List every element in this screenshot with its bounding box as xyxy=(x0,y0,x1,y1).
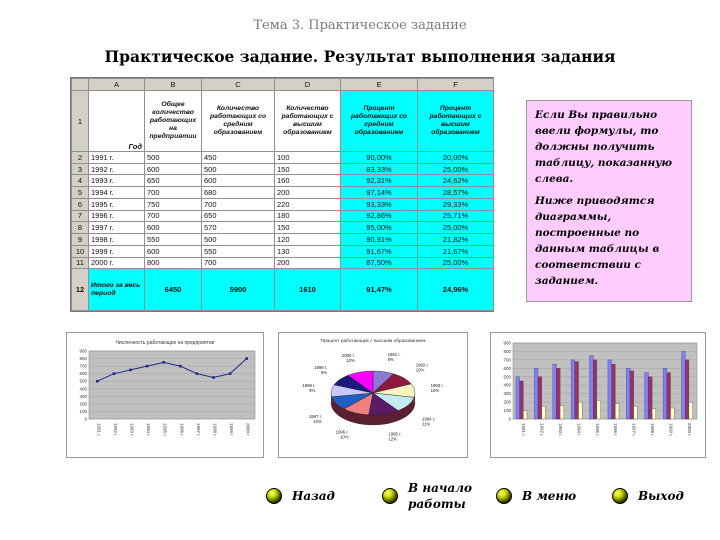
pct-higher-cell: 25,71% xyxy=(418,210,494,222)
bar xyxy=(516,377,520,419)
total-cell: 600 xyxy=(145,222,202,234)
x-tick-label: 1995 г. xyxy=(594,423,600,437)
slice-percent-label: 8% xyxy=(387,357,394,363)
bullet-icon xyxy=(612,488,628,504)
note-paragraph-2: Ниже приводятся диаграммы, построенные по данным таблицы в соответствии с заданием. xyxy=(535,195,660,287)
y-tick-label: 200 xyxy=(503,399,511,405)
bullet-icon xyxy=(382,488,398,504)
pct-secondary-cell: 93,33% xyxy=(341,198,418,210)
pct-higher-cell: 21,82% xyxy=(418,234,494,246)
year-cell: 2000 г. xyxy=(89,257,145,269)
secondary-cell: 550 xyxy=(202,245,275,257)
x-tick-label: 1991 г. xyxy=(96,423,102,437)
bullet-icon xyxy=(496,488,512,504)
bar xyxy=(634,406,638,419)
total-cell: 600 xyxy=(145,163,202,175)
x-tick-label: 1997 г. xyxy=(631,423,637,437)
row-number: 4 xyxy=(72,175,89,187)
higher-cell: 120 xyxy=(275,234,341,246)
bar xyxy=(542,406,546,419)
y-tick-label: 800 xyxy=(503,348,511,354)
pct-higher-cell: 28,57% xyxy=(418,187,494,199)
x-tick-label: 1993 г. xyxy=(129,423,135,437)
y-tick-label: 600 xyxy=(503,365,511,371)
data-point xyxy=(129,369,132,372)
row-number: 12 xyxy=(72,269,89,311)
total-cell: 5900 xyxy=(202,269,275,311)
higher-cell: 100 xyxy=(275,151,341,163)
col-letter: B xyxy=(145,79,202,91)
total-cell: 1610 xyxy=(275,269,341,311)
corner-cell xyxy=(72,79,89,91)
bar xyxy=(520,381,524,419)
higher-cell: 150 xyxy=(275,163,341,175)
y-tick-label: 500 xyxy=(79,378,87,384)
slice-category-label: 1999 г. xyxy=(314,364,328,370)
row-number: 7 xyxy=(72,210,89,222)
pct-secondary-cell: 95,00% xyxy=(341,222,418,234)
menu-button[interactable] xyxy=(496,488,576,504)
y-tick-label: 100 xyxy=(79,408,87,414)
x-tick-label: 1991 г. xyxy=(521,423,527,437)
total-cell: 800 xyxy=(145,257,202,269)
pie-chart xyxy=(278,332,468,458)
x-tick-label: 1998 г. xyxy=(212,423,218,437)
pct-secondary-cell: 97,14% xyxy=(341,187,418,199)
x-tick-label: 2000 г. xyxy=(245,423,251,437)
data-point xyxy=(245,357,248,360)
y-tick-label: 900 xyxy=(503,340,511,346)
total-label: Итого за весь период xyxy=(89,269,145,311)
pct-higher-cell: 25,00% xyxy=(418,257,494,269)
y-tick-label: 400 xyxy=(503,382,511,388)
pct-secondary-cell: 87,50% xyxy=(341,257,418,269)
higher-cell: 220 xyxy=(275,198,341,210)
secondary-cell: 680 xyxy=(202,187,275,199)
plot-area xyxy=(89,351,255,419)
slice-category-label: 1997 г. xyxy=(308,413,322,419)
secondary-cell: 700 xyxy=(202,257,275,269)
year-cell: 1993 г. xyxy=(89,175,145,187)
secondary-cell: 600 xyxy=(202,175,275,187)
bar xyxy=(579,402,583,419)
row-number: 3 xyxy=(72,163,89,175)
row-number: 6 xyxy=(72,198,89,210)
pct-secondary-cell: 83,33% xyxy=(341,163,418,175)
secondary-cell: 500 xyxy=(202,234,275,246)
pct-higher-cell: 25,00% xyxy=(418,222,494,234)
note-paragraph-1: Если Вы правильно ввели формулы, то должны получить таблицу, показанную слева. xyxy=(535,109,672,185)
bar xyxy=(556,368,560,419)
total-cell: 600 xyxy=(145,245,202,257)
row-number: 1 xyxy=(72,91,89,152)
data-point xyxy=(179,365,182,368)
col-letter: A xyxy=(89,79,145,91)
higher-cell: 130 xyxy=(275,245,341,257)
table-row xyxy=(72,234,494,246)
bar xyxy=(689,402,693,419)
data-point xyxy=(113,372,116,375)
year-cell: 1994 г. xyxy=(89,187,145,199)
total-cell: 700 xyxy=(145,210,202,222)
x-tick-label: 2000 г. xyxy=(686,423,692,437)
x-tick-label: 1994 г. xyxy=(146,423,152,437)
table-row xyxy=(72,245,494,257)
table-row xyxy=(72,175,494,187)
row-number: 8 xyxy=(72,222,89,234)
exit-button[interactable] xyxy=(612,488,684,504)
x-tick-label: 1999 г. xyxy=(668,423,674,437)
chart-title: Численность работающих на предприятии xyxy=(115,340,215,346)
slice-category-label: 1991 г. xyxy=(387,352,401,358)
year-cell: 1997 г. xyxy=(89,222,145,234)
year-cell: 1998 г. xyxy=(89,234,145,246)
slice-percent-label: 9% xyxy=(309,388,316,394)
y-tick-label: 500 xyxy=(503,374,511,380)
pct-higher-cell: 21,67% xyxy=(418,245,494,257)
bar-chart-svg xyxy=(491,333,705,457)
slice-percent-label: 9% xyxy=(320,369,328,375)
y-tick-label: 200 xyxy=(79,401,87,407)
row-number: 5 xyxy=(72,187,89,199)
line-chart xyxy=(66,332,264,458)
slice-category-label: 1995 г. xyxy=(388,431,402,437)
total-cell: 6450 xyxy=(145,269,202,311)
bar xyxy=(663,368,667,419)
table-row xyxy=(72,187,494,199)
column-header-row xyxy=(72,79,494,91)
pct-higher-cell: 25,00% xyxy=(418,163,494,175)
slice-category-label: 1992 г. xyxy=(415,362,429,368)
slice-category-label: 1993 г. xyxy=(430,383,444,389)
slice-percent-label: 10% xyxy=(346,357,355,363)
back-button[interactable] xyxy=(266,488,335,504)
year-cell: 1991 г. xyxy=(89,151,145,163)
line-chart-svg xyxy=(67,333,263,457)
bar xyxy=(575,362,579,419)
bar xyxy=(667,373,671,419)
total-cell: 750 xyxy=(145,198,202,210)
bar xyxy=(538,377,542,419)
data-point xyxy=(196,372,199,375)
row-number: 11 xyxy=(72,257,89,269)
row-number: 10 xyxy=(72,245,89,257)
header-pct-secondary: Процент работающих со средним образованием xyxy=(341,91,418,152)
y-tick-label: 0 xyxy=(84,416,87,422)
year-cell: 1995 г. xyxy=(89,198,145,210)
x-tick-label: 1998 г. xyxy=(650,423,655,437)
data-point xyxy=(229,372,232,375)
row-number: 9 xyxy=(72,234,89,246)
start-button[interactable] xyxy=(382,480,472,512)
table-row xyxy=(72,163,494,175)
table-row xyxy=(72,198,494,210)
chart-title: Процент работающих с высшим образованием xyxy=(320,339,426,344)
slice-percent-label: 10% xyxy=(415,367,425,373)
bar xyxy=(553,364,557,419)
total-cell: 650 xyxy=(145,175,202,187)
secondary-cell: 450 xyxy=(202,151,275,163)
slice-percent-label: 12% xyxy=(388,436,397,442)
total-cell: 550 xyxy=(145,234,202,246)
y-tick-label: 700 xyxy=(503,357,511,363)
slice-percent-label: 10% xyxy=(313,418,322,424)
bar xyxy=(682,351,686,419)
col-letter: D xyxy=(275,79,341,91)
table-row xyxy=(72,222,494,234)
slice-percent-label: 10% xyxy=(430,388,440,394)
bar xyxy=(608,360,612,419)
table-row xyxy=(72,151,494,163)
data-point xyxy=(96,380,99,383)
bullet-icon xyxy=(266,488,282,504)
bar xyxy=(612,364,616,419)
table-row xyxy=(72,210,494,222)
y-tick-label: 300 xyxy=(503,391,511,397)
header-higher: Количество работающих с высшим образованием xyxy=(275,91,341,152)
y-tick-label: 0 xyxy=(508,416,511,422)
data-point xyxy=(162,361,165,364)
higher-cell: 200 xyxy=(275,187,341,199)
x-tick-label: 1992 г. xyxy=(539,423,545,437)
page-title: Практическое задание. Результат выполнения задания xyxy=(104,47,616,66)
header-secondary: Количество работающих со средним образованием xyxy=(202,91,275,152)
col-letter: F xyxy=(418,79,494,91)
x-tick-label: 1996 г. xyxy=(179,423,185,437)
slice-category-label: 2000 г. xyxy=(341,352,355,358)
year-cell: 1999 г. xyxy=(89,245,145,257)
x-tick-label: 1992 г. xyxy=(112,423,118,437)
total-row xyxy=(72,269,494,311)
pct-secondary-cell: 90,00% xyxy=(341,151,418,163)
bar xyxy=(597,400,601,419)
back-label: Назад xyxy=(292,489,335,503)
secondary-cell: 650 xyxy=(202,210,275,222)
bar xyxy=(593,360,597,419)
results-table xyxy=(71,78,494,311)
slice-percent-label: 11% xyxy=(421,421,431,427)
secondary-cell: 570 xyxy=(202,222,275,234)
header-total: Общее количество работающих на предприятии xyxy=(145,91,202,152)
bar xyxy=(590,356,594,419)
x-tick-label: 1999 г. xyxy=(229,423,235,437)
pct-secondary-cell: 92,86% xyxy=(341,210,418,222)
col-letter: C xyxy=(202,79,275,91)
pct-higher-cell: 24,62% xyxy=(418,175,494,187)
start-label: В начало работы xyxy=(408,481,472,511)
pct-secondary-cell: 91,67% xyxy=(341,245,418,257)
spreadsheet xyxy=(70,77,494,312)
bar-chart xyxy=(490,332,706,458)
bar xyxy=(626,368,630,419)
x-tick-label: 1997 г. xyxy=(195,423,201,437)
data-point xyxy=(212,376,215,379)
higher-cell: 180 xyxy=(275,210,341,222)
slice-category-label: 1998 г. xyxy=(302,383,316,389)
bar xyxy=(685,360,689,419)
y-tick-label: 600 xyxy=(79,371,87,377)
y-tick-label: 700 xyxy=(79,363,87,369)
higher-cell: 200 xyxy=(275,257,341,269)
year-cell: 1992 г. xyxy=(89,163,145,175)
col-letter: E xyxy=(341,79,418,91)
y-tick-label: 300 xyxy=(79,393,87,399)
year-cell: 1996 г. xyxy=(89,210,145,222)
bar xyxy=(615,404,619,419)
bar xyxy=(671,408,675,419)
x-tick-label: 1995 г. xyxy=(162,423,168,437)
pct-higher-cell: 20,00% xyxy=(418,151,494,163)
topic-header: Тема 3. Практическое задание xyxy=(253,18,467,33)
total-cell: 24,96% xyxy=(418,269,494,311)
secondary-cell: 700 xyxy=(202,198,275,210)
pct-secondary-cell: 90,91% xyxy=(341,234,418,246)
higher-cell: 150 xyxy=(275,222,341,234)
x-tick-label: 1994 г. xyxy=(576,423,582,437)
header-pct-higher: Процент работающих с высшим образованием xyxy=(418,91,494,152)
slice-category-label: 1996 г. xyxy=(335,429,349,435)
total-cell: 91,47% xyxy=(341,269,418,311)
pie-chart-svg xyxy=(279,333,467,457)
exit-label: Выход xyxy=(638,489,684,503)
pct-higher-cell: 29,33% xyxy=(418,198,494,210)
bar xyxy=(648,377,652,419)
pct-secondary-cell: 92,31% xyxy=(341,175,418,187)
bar xyxy=(534,368,538,419)
y-tick-label: 800 xyxy=(79,356,87,362)
slice-percent-label: 10% xyxy=(340,434,349,440)
bar xyxy=(645,373,649,419)
bar xyxy=(523,411,527,419)
header-year: Год xyxy=(89,91,145,152)
higher-cell: 160 xyxy=(275,175,341,187)
bar xyxy=(630,371,634,419)
instruction-note xyxy=(526,100,692,302)
y-tick-label: 400 xyxy=(79,386,87,392)
y-tick-label: 100 xyxy=(503,408,511,414)
header-row xyxy=(72,91,494,152)
x-tick-label: 1996 г. xyxy=(613,423,619,437)
total-cell: 500 xyxy=(145,151,202,163)
total-cell: 700 xyxy=(145,187,202,199)
x-tick-label: 1993 г. xyxy=(558,423,563,437)
y-tick-label: 900 xyxy=(79,348,87,354)
slice-category-label: 1994 г. xyxy=(421,416,435,422)
menu-label: В меню xyxy=(522,489,577,503)
bar xyxy=(571,360,575,419)
table-row xyxy=(72,257,494,269)
secondary-cell: 500 xyxy=(202,163,275,175)
row-number: 2 xyxy=(72,151,89,163)
bar xyxy=(652,409,656,419)
data-point xyxy=(146,365,149,368)
bar xyxy=(560,405,564,419)
